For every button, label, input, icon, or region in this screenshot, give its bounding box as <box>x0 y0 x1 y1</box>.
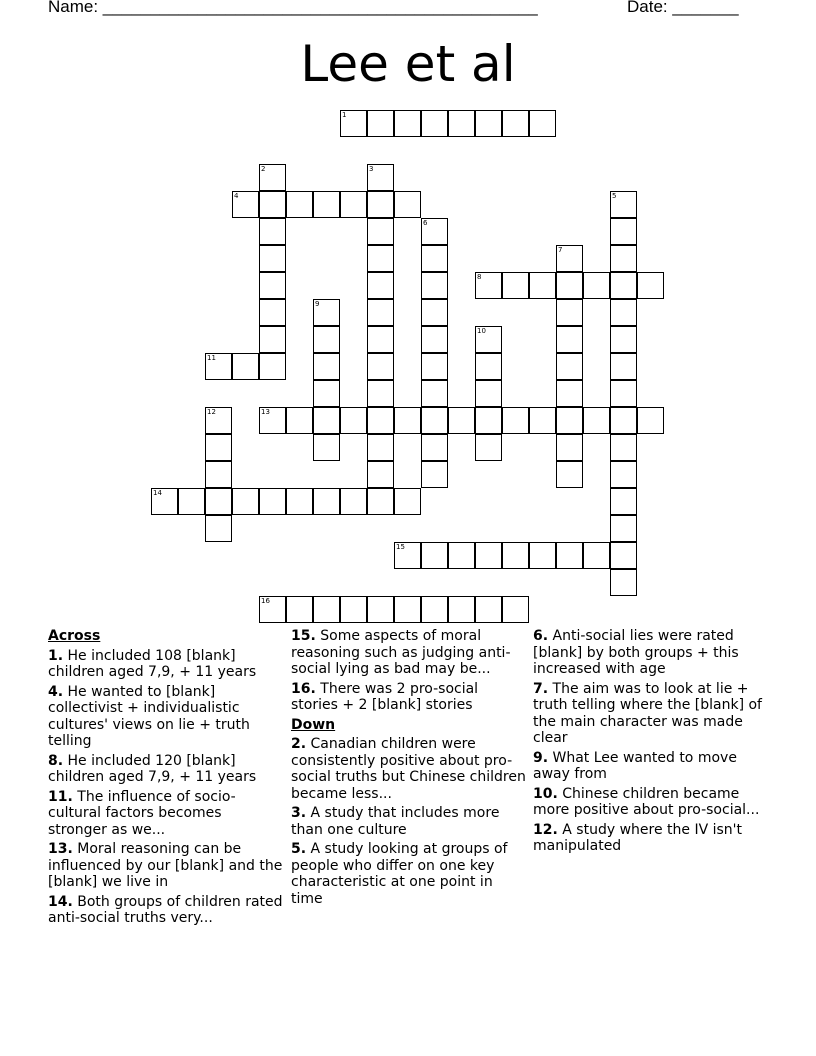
grid-cell[interactable] <box>421 245 448 272</box>
grid-cell[interactable] <box>610 218 637 245</box>
grid-cell[interactable] <box>286 191 313 218</box>
grid-cell[interactable] <box>232 488 259 515</box>
clue-down-12: 12. A study where the IV isn't manipulated <box>533 821 742 854</box>
grid-cell[interactable] <box>502 110 529 137</box>
grid-cell[interactable] <box>367 245 394 272</box>
grid-cell[interactable] <box>259 353 286 380</box>
grid-cell[interactable] <box>151 488 178 515</box>
grid-cell[interactable] <box>313 407 340 434</box>
grid-cell[interactable] <box>421 596 448 623</box>
clue-across-14: 14. Both groups of children rated anti-social truths very... <box>48 893 283 926</box>
grid-cell[interactable] <box>583 407 610 434</box>
grid-cell[interactable] <box>367 299 394 326</box>
grid-cell[interactable] <box>529 542 556 569</box>
clue-number: 5 <box>612 192 617 200</box>
grid-cell[interactable] <box>367 272 394 299</box>
grid-cell[interactable] <box>475 407 502 434</box>
grid-cell[interactable] <box>610 515 637 542</box>
grid-cell[interactable] <box>259 245 286 272</box>
grid-cell[interactable] <box>367 488 394 515</box>
clue-number: 1 <box>342 111 347 119</box>
grid-cell[interactable] <box>313 380 340 407</box>
across-heading: Across <box>48 628 101 644</box>
grid-cell[interactable] <box>421 353 448 380</box>
grid-cell[interactable] <box>556 245 583 272</box>
grid-cell[interactable] <box>205 407 232 434</box>
down-heading: Down <box>291 716 336 733</box>
grid-cell[interactable] <box>205 434 232 461</box>
grid-cell[interactable] <box>313 596 340 623</box>
date-field-label: Date: _______ <box>627 0 739 16</box>
clue-number: 10 <box>477 327 486 335</box>
grid-cell[interactable] <box>178 488 205 515</box>
clue-number: 16 <box>261 597 270 605</box>
grid-cell[interactable] <box>610 299 637 326</box>
grid-cell[interactable] <box>502 542 529 569</box>
grid-cell[interactable] <box>421 380 448 407</box>
grid-cell[interactable] <box>556 272 583 299</box>
grid-cell[interactable] <box>367 461 394 488</box>
grid-cell[interactable] <box>313 488 340 515</box>
clue-down-5: 5. A study looking at groups of people who differ on one key characteristic at one point in time <box>291 841 508 907</box>
grid-cell[interactable] <box>610 272 637 299</box>
grid-cell[interactable] <box>421 299 448 326</box>
grid-cell[interactable] <box>394 488 421 515</box>
grid-cell[interactable] <box>421 272 448 299</box>
grid-cell[interactable] <box>367 110 394 137</box>
clue-across-4: 4. He wanted to [blank] collectivist + individualistic cultures' views on lie + truth telling <box>48 683 250 749</box>
grid-cell[interactable] <box>610 326 637 353</box>
clue-number: 15 <box>396 543 405 551</box>
clue-number: 3 <box>369 165 374 173</box>
grid-cell[interactable] <box>475 326 502 353</box>
grid-cell[interactable] <box>610 353 637 380</box>
grid-cell[interactable] <box>394 110 421 137</box>
grid-cell[interactable] <box>205 515 232 542</box>
clue-across-1: 1. He included 108 [blank] children aged 7,9, + 11 years <box>48 647 257 680</box>
grid-cell[interactable] <box>313 299 340 326</box>
grid-cell[interactable] <box>610 191 637 218</box>
clue-down-6: 6. Anti-social lies were rated [blank] by both groups + this increased with age <box>533 628 739 677</box>
grid-cell[interactable] <box>475 110 502 137</box>
clue-across-15: 15. Some aspects of moral reasoning such as judging anti-social lying as bad may be... <box>291 628 511 677</box>
grid-cell[interactable] <box>367 380 394 407</box>
clue-number: 8 <box>477 273 482 281</box>
grid-cell[interactable] <box>421 542 448 569</box>
clue-number: 13 <box>261 408 270 416</box>
clue-number: 9 <box>315 300 320 308</box>
grid-cell[interactable] <box>529 407 556 434</box>
grid-cell[interactable] <box>367 596 394 623</box>
grid-cell[interactable] <box>286 596 313 623</box>
grid-cell[interactable] <box>421 461 448 488</box>
grid-cell[interactable] <box>556 542 583 569</box>
grid-cell[interactable] <box>421 407 448 434</box>
grid-cell[interactable] <box>421 434 448 461</box>
grid-cell[interactable] <box>259 299 286 326</box>
clue-down-3: 3. A study that includes more than one culture <box>291 805 500 838</box>
grid-cell[interactable] <box>313 191 340 218</box>
clue-number: 11 <box>207 354 216 362</box>
grid-cell[interactable] <box>367 326 394 353</box>
clue-number: 6 <box>423 219 428 227</box>
clue-across-11: 11. The influence of socio-cultural factors becomes stronger as we... <box>48 788 236 838</box>
grid-cell[interactable] <box>529 110 556 137</box>
grid-cell[interactable] <box>556 380 583 407</box>
grid-cell[interactable] <box>205 353 232 380</box>
grid-cell[interactable] <box>394 596 421 623</box>
grid-cell[interactable] <box>232 191 259 218</box>
clue-across-8: 8. He included 120 [blank] children aged 7,9, + 11 years <box>48 752 257 785</box>
grid-cell[interactable] <box>394 191 421 218</box>
grid-cell[interactable] <box>259 191 286 218</box>
grid-cell[interactable] <box>448 110 475 137</box>
clue-down-7: 7. The aim was to look at lie + truth telling where the [blank] of the main character was made clear <box>533 680 762 746</box>
grid-cell[interactable] <box>448 542 475 569</box>
clue-number: 2 <box>261 165 266 173</box>
grid-cell[interactable] <box>421 110 448 137</box>
name-field-label: Name: ______________________________________________ <box>48 0 538 16</box>
grid-cell[interactable] <box>367 407 394 434</box>
grid-cell[interactable] <box>448 596 475 623</box>
grid-cell[interactable] <box>313 353 340 380</box>
grid-cell[interactable] <box>556 434 583 461</box>
clue-across-13: 13. Moral reasoning can be influenced by our [blank] and the [blank] we live in <box>48 841 283 890</box>
grid-cell[interactable] <box>610 569 637 596</box>
grid-cell[interactable] <box>394 407 421 434</box>
clue-down-10: 10. Chinese children became more positive about pro-social... <box>533 785 760 818</box>
grid-cell[interactable] <box>475 353 502 380</box>
grid-cell[interactable] <box>475 596 502 623</box>
grid-cell[interactable] <box>367 164 394 191</box>
grid-cell[interactable] <box>313 326 340 353</box>
clue-across-16: 16. There was 2 pro-social stories + 2 [blank] stories <box>291 680 479 713</box>
grid-cell[interactable] <box>259 164 286 191</box>
grid-cell[interactable] <box>556 461 583 488</box>
grid-cell[interactable] <box>583 272 610 299</box>
grid-cell[interactable] <box>340 596 367 623</box>
grid-cell[interactable] <box>637 407 664 434</box>
grid-cell[interactable] <box>556 299 583 326</box>
grid-cell[interactable] <box>259 488 286 515</box>
grid-cell[interactable] <box>610 380 637 407</box>
grid-cell[interactable] <box>232 353 259 380</box>
grid-cell[interactable] <box>475 434 502 461</box>
grid-cell[interactable] <box>529 272 556 299</box>
grid-cell[interactable] <box>394 542 421 569</box>
grid-cell[interactable] <box>340 488 367 515</box>
grid-cell[interactable] <box>556 353 583 380</box>
grid-cell[interactable] <box>367 218 394 245</box>
grid-cell[interactable] <box>475 380 502 407</box>
grid-cell[interactable] <box>637 272 664 299</box>
clues-column-3 <box>533 628 769 858</box>
grid-cell[interactable] <box>556 407 583 434</box>
grid-cell[interactable] <box>610 488 637 515</box>
grid-cell[interactable] <box>259 596 286 623</box>
grid-cell[interactable] <box>610 542 637 569</box>
grid-cell[interactable] <box>286 407 313 434</box>
grid-cell[interactable] <box>205 461 232 488</box>
grid-cell[interactable] <box>313 434 340 461</box>
grid-cell[interactable] <box>259 407 286 434</box>
clue-down-9: 9. What Lee wanted to move away from <box>533 749 737 782</box>
grid-cell[interactable] <box>286 488 313 515</box>
grid-cell[interactable] <box>367 434 394 461</box>
grid-cell[interactable] <box>367 353 394 380</box>
grid-cell[interactable] <box>583 542 610 569</box>
grid-cell[interactable] <box>556 326 583 353</box>
grid-cell[interactable] <box>475 272 502 299</box>
grid-cell[interactable] <box>340 407 367 434</box>
grid-cell[interactable] <box>421 326 448 353</box>
clue-down-2: 2. Canadian children were consistently positive about pro-social truths but Chinese children became less... <box>291 736 526 802</box>
grid-cell[interactable] <box>475 542 502 569</box>
clue-number: 4 <box>234 192 239 200</box>
grid-cell[interactable] <box>259 272 286 299</box>
grid-cell[interactable] <box>502 596 529 623</box>
grid-cell[interactable] <box>367 191 394 218</box>
clue-number: 12 <box>207 408 216 416</box>
grid-cell[interactable] <box>340 110 367 137</box>
grid-cell[interactable] <box>502 272 529 299</box>
clue-number: 14 <box>153 489 162 497</box>
grid-cell[interactable] <box>610 245 637 272</box>
grid-cell[interactable] <box>502 407 529 434</box>
grid-cell[interactable] <box>448 407 475 434</box>
clues-column-2 <box>291 628 527 910</box>
grid-cell[interactable] <box>259 218 286 245</box>
clue-number: 7 <box>558 246 563 254</box>
grid-cell[interactable] <box>610 407 637 434</box>
grid-cell[interactable] <box>610 461 637 488</box>
grid-cell[interactable] <box>340 191 367 218</box>
grid-cell[interactable] <box>259 326 286 353</box>
grid-cell[interactable] <box>205 488 232 515</box>
clues-column-1 <box>48 628 284 930</box>
grid-cell[interactable] <box>421 218 448 245</box>
page-title: Lee et al <box>300 35 516 93</box>
grid-cell[interactable] <box>610 434 637 461</box>
